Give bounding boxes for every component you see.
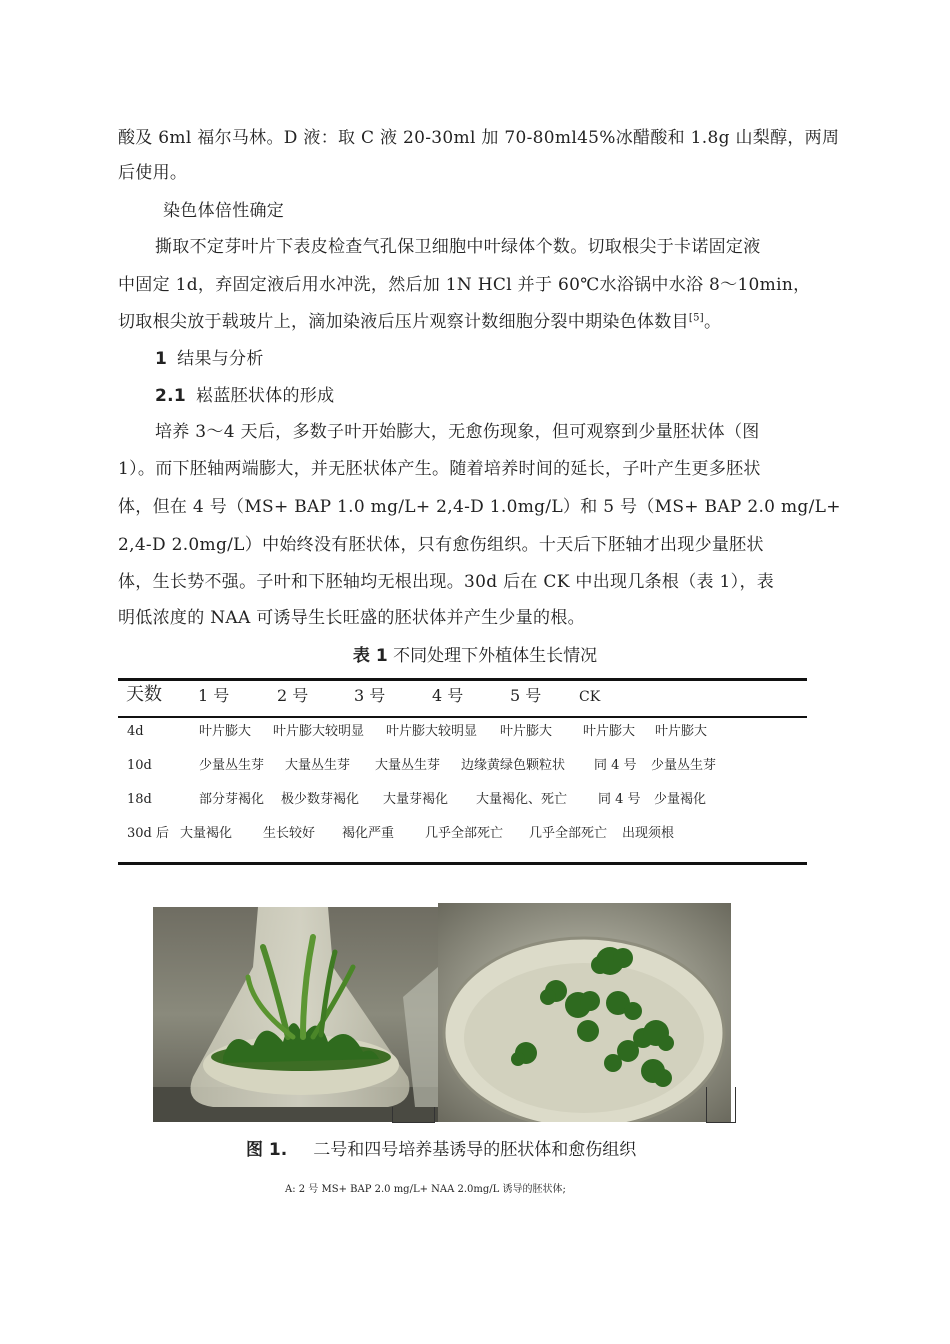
photo-embryoids-flask xyxy=(153,907,438,1122)
flask-photo-graphic xyxy=(153,907,438,1122)
table-cell: 少量褐化 xyxy=(654,792,707,807)
table-cell: 叶片膨大 xyxy=(199,724,252,739)
table-cell: 叶片膨大 xyxy=(583,724,636,739)
table-header-cell: 天数 xyxy=(126,684,162,705)
table-cell: 10d xyxy=(127,758,152,773)
table-header-cell: 3 号 xyxy=(354,686,386,705)
table-header-cell: 5 号 xyxy=(510,686,542,705)
subsection-title: 崧蓝胚状体的形成 xyxy=(196,386,335,406)
figure-bracket xyxy=(706,1087,736,1123)
paragraph-line: 撕取不定芽叶片下表皮检查气孔保卫细胞中叶绿体个数。切取根尖于卡诺固定液 xyxy=(155,237,761,257)
table-top-rule xyxy=(118,678,807,681)
paragraph-line: 中固定 1d，弃固定液后用水冲洗，然后加 1N HCl 并于 60℃水浴锅中水浴 8～10min， xyxy=(118,275,811,295)
table-cell: 18d xyxy=(127,792,152,807)
table-cell: 边缘黄绿色颗粒状 xyxy=(461,758,566,773)
callus-photo-graphic xyxy=(438,903,731,1122)
paragraph-text: 。 xyxy=(703,312,722,332)
table-header-cell: 4 号 xyxy=(432,686,464,705)
table-cell: 大量丛生芽 xyxy=(375,758,441,773)
table-cell: 叶片膨大较明显 xyxy=(386,724,478,739)
table-cell: 4d xyxy=(127,724,144,739)
table-cell: 大量褐化 xyxy=(180,826,233,841)
table-cell: 大量芽褐化 xyxy=(383,792,449,807)
table-cell: 褐化严重 xyxy=(342,826,395,841)
paragraph-line: 后使用。 xyxy=(118,163,188,183)
subsection-heading xyxy=(155,384,334,408)
paragraph-line: 1）。而下胚轴两端膨大，并无胚状体产生。随着培养时间的延长，子叶产生更多胚状 xyxy=(118,459,761,479)
paragraph-line: 明低浓度的 NAA 可诱导生长旺盛的胚状体并产生少量的根。 xyxy=(118,608,585,628)
table-cell: 少量丛生芽 xyxy=(651,758,717,773)
table-cell: 叶片膨大 xyxy=(500,724,553,739)
section-title: 结果与分析 xyxy=(177,349,264,369)
paragraph-line: 体，生长势不强。子叶和下胚轴均无根出现。30d 后在 CK 中出现几条根（表 1），表 xyxy=(118,572,775,592)
table-bottom-rule xyxy=(118,862,807,865)
table-cell: 几乎全部死亡 xyxy=(425,826,504,841)
paragraph-line xyxy=(118,310,721,334)
table-cell: 极少数芽褐化 xyxy=(281,792,360,807)
figure-label: 图 1. xyxy=(246,1140,288,1160)
table-cell: 同 4 号 xyxy=(598,792,641,807)
table-header-rule xyxy=(118,716,807,718)
section-number: 1 xyxy=(155,349,168,369)
table-cell: 少量丛生芽 xyxy=(199,758,265,773)
table-header-cell: 2 号 xyxy=(277,686,309,705)
table-header-cell: 1 号 xyxy=(198,686,230,705)
paragraph-line: 2,4-D 2.0mg/L）中始终没有胚状体，只有愈伤组织。十天后下胚轴才出现少量胚状 xyxy=(118,535,764,555)
figure-note: A: 2 号 MS+ BAP 2.0 mg/L+ NAA 2.0mg/L 诱导的胚状体; xyxy=(285,1184,566,1195)
table-caption xyxy=(0,644,950,668)
table-cell: 同 4 号 xyxy=(594,758,637,773)
paragraph-line: 体，但在 4 号（MS+ BAP 1.0 mg/L+ 2,4-D 1.0mg/L）和 5 号（MS+ BAP 2.0 mg/L+ xyxy=(118,497,841,517)
subsection-number: 2.1 xyxy=(155,386,187,406)
table-cell: 叶片膨大较明显 xyxy=(273,724,365,739)
sub-heading: 染色体倍性确定 xyxy=(163,201,285,221)
table-title: 不同处理下外植体生长情况 xyxy=(393,646,598,666)
paragraph-line: 酸及 6ml 福尔马林。D 液：取 C 液 20-30ml 加 70-80ml45%冰醋酸和 1.8g 山梨醇，两周 xyxy=(118,128,840,148)
citation-ref: [5] xyxy=(688,312,704,324)
figure-bracket xyxy=(392,1107,435,1123)
table-header-cell: CK xyxy=(579,689,601,705)
table-cell: 大量丛生芽 xyxy=(285,758,351,773)
table-cell: 部分芽褐化 xyxy=(199,792,265,807)
photo-callus-flask xyxy=(438,903,731,1122)
table-cell: 生长较好 xyxy=(263,826,316,841)
figure-caption-text: 二号和四号培养基诱导的胚状体和愈伤组织 xyxy=(313,1140,637,1160)
table-cell: 30d 后 xyxy=(127,826,169,841)
section-heading xyxy=(155,347,264,371)
paragraph-text: 切取根尖放于载玻片上，滴加染液后压片观察计数细胞分裂中期染色体数目 xyxy=(118,312,689,332)
paragraph-line: 培养 3～4 天后，多数子叶开始膨大，无愈伤现象，但可观察到少量胚状体（图 xyxy=(155,422,760,442)
table-cell: 大量褐化、死亡 xyxy=(476,792,568,807)
figure-caption xyxy=(246,1138,636,1162)
table-cell: 几乎全部死亡 xyxy=(529,826,608,841)
table-cell: 出现须根 xyxy=(622,826,675,841)
table-cell: 叶片膨大 xyxy=(655,724,708,739)
table-label: 表 1 xyxy=(352,646,388,666)
